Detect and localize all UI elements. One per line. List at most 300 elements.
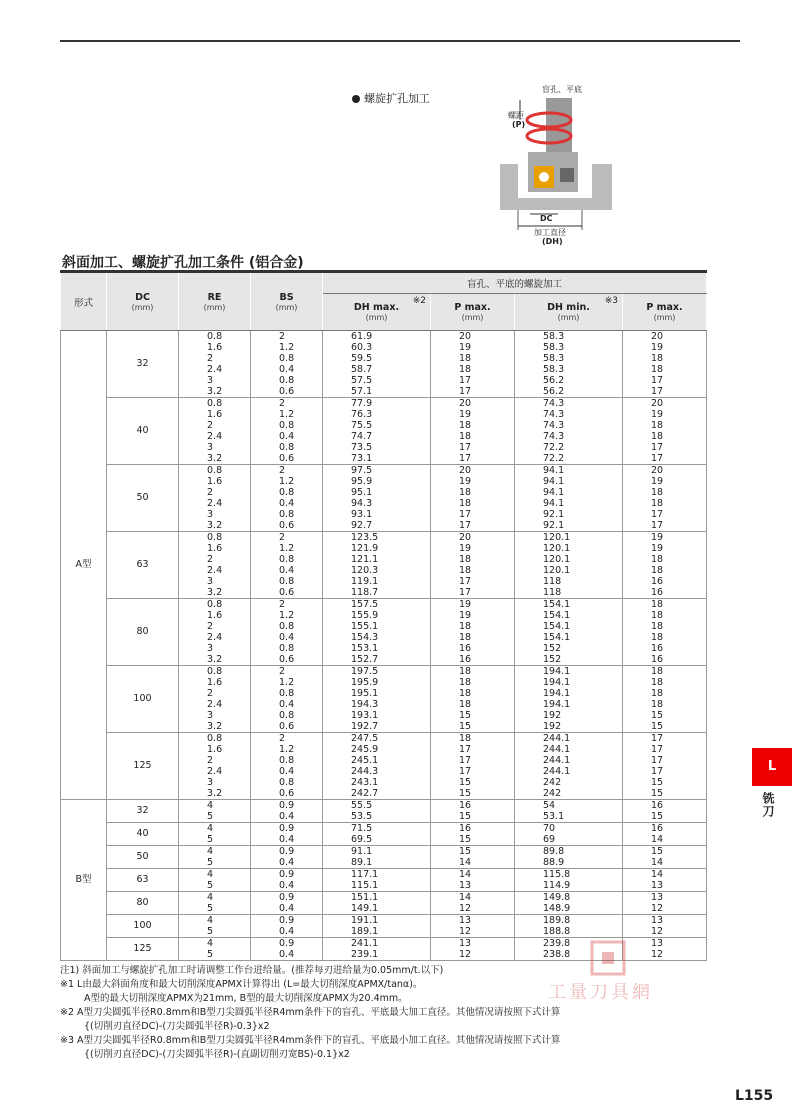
table-cell: 56.2	[515, 386, 623, 398]
table-cell: 0.4	[251, 766, 323, 777]
diagram-label-dh: (DH)	[542, 237, 563, 246]
bullet-label: 螺旋扩孔加工	[364, 92, 430, 105]
table-row	[61, 915, 707, 927]
table-cell: 55.5	[323, 800, 431, 812]
table-cell: 0.8	[251, 353, 323, 364]
table-row	[61, 869, 707, 881]
table-cell: 75.5	[323, 420, 431, 431]
table-cell: 0.8	[251, 621, 323, 632]
table-cell: 243.1	[323, 777, 431, 788]
table-cell: 17	[431, 587, 515, 599]
table-cell: 0.8	[179, 733, 251, 745]
table-cell: 0.4	[251, 880, 323, 892]
table-cell: 19	[431, 543, 515, 554]
dc-cell: 63	[107, 532, 179, 599]
table-cell: 57.1	[323, 386, 431, 398]
dc-cell: 100	[107, 915, 179, 938]
table-cell: 120.1	[515, 532, 623, 544]
table-cell: 0.4	[251, 926, 323, 938]
table-cell: 18	[431, 677, 515, 688]
col-header-p-max-2: P max. (mm)	[623, 294, 707, 331]
table-row	[61, 823, 707, 835]
table-cell: 19	[623, 543, 707, 554]
table-cell: 154.3	[323, 632, 431, 643]
table-cell: 3	[179, 643, 251, 654]
table-cell: 14	[623, 834, 707, 846]
table-cell: 123.5	[323, 532, 431, 544]
table-cell: 14	[431, 857, 515, 869]
table-cell: 58.7	[323, 364, 431, 375]
table-cell: 94.1	[515, 476, 623, 487]
table-cell: 20	[431, 532, 515, 544]
table-cell: 191.1	[323, 915, 431, 927]
table-cell: 76.3	[323, 409, 431, 420]
table-cell: 193.1	[323, 710, 431, 721]
table-cell: 18	[431, 666, 515, 678]
table-cell: 0.8	[179, 331, 251, 343]
table-cell: 0.6	[251, 654, 323, 666]
table-cell: 239.1	[323, 949, 431, 961]
table-cell: 74.3	[515, 398, 623, 410]
table-cell: 18	[623, 599, 707, 611]
table-cell: 20	[431, 398, 515, 410]
table-cell: 14	[623, 869, 707, 881]
table-cell: 14	[623, 857, 707, 869]
table-cell: 3.2	[179, 453, 251, 465]
footnote-ref-1-detail: A型的最大切削深度APMX为21mm, B型的最大切削深度APMX为20.4mm。	[84, 993, 408, 1004]
table-cell: 0.6	[251, 453, 323, 465]
table-cell: 2.4	[179, 766, 251, 777]
table-cell: 18	[431, 364, 515, 375]
table-cell: 5	[179, 926, 251, 938]
table-cell: 14	[431, 892, 515, 904]
table-cell: 2	[251, 599, 323, 611]
table-cell: 0.8	[251, 420, 323, 431]
table-cell: 1.2	[251, 543, 323, 554]
table-cell: 0.8	[179, 532, 251, 544]
table-cell: 15	[623, 710, 707, 721]
table-cell: 18	[623, 554, 707, 565]
table-cell: 244.1	[515, 755, 623, 766]
table-cell: 5	[179, 903, 251, 915]
table-cell: 95.9	[323, 476, 431, 487]
table-cell: 72.2	[515, 442, 623, 453]
table-cell: 3	[179, 375, 251, 386]
table-cell: 61.9	[323, 331, 431, 343]
table-cell: 58.3	[515, 331, 623, 343]
section-title: 斜面加工、螺旋扩孔加工条件 (铝合金)	[62, 255, 304, 271]
table-cell: 16	[623, 576, 707, 587]
table-cell: 18	[431, 699, 515, 710]
table-cell: 120.1	[515, 554, 623, 565]
footnote-ref-3-formula: {(切削刃直径DC)-(刀尖圆弧半径R)-(直副切削刃宽BS)-0.1}x2	[84, 1049, 350, 1060]
table-cell: 192	[515, 710, 623, 721]
dc-cell: 32	[107, 331, 179, 398]
table-cell: 15	[431, 710, 515, 721]
table-cell: 155.9	[323, 610, 431, 621]
table-cell: 17	[431, 375, 515, 386]
table-cell: 121.1	[323, 554, 431, 565]
table-cell: 120.1	[515, 565, 623, 576]
table-cell: 20	[431, 465, 515, 477]
table-cell: 16	[623, 823, 707, 835]
table-cell: 17	[431, 576, 515, 587]
tool-diagram-icon	[494, 80, 624, 250]
table-cell: 0.9	[251, 938, 323, 950]
table-cell: 1.6	[179, 409, 251, 420]
table-cell: 74.3	[515, 431, 623, 442]
table-cell: 18	[623, 610, 707, 621]
table-cell: 118	[515, 576, 623, 587]
table-cell: 18	[431, 498, 515, 509]
col-header-dc: DC (mm)	[107, 272, 179, 331]
table-cell: 72.2	[515, 453, 623, 465]
col-header-p-max: P max. (mm)	[431, 294, 515, 331]
table-cell: 192.7	[323, 721, 431, 733]
table-cell: 74.3	[515, 409, 623, 420]
table-cell: 2.4	[179, 699, 251, 710]
table-cell: 18	[623, 565, 707, 576]
table-cell: 3	[179, 442, 251, 453]
table-cell: 19	[623, 532, 707, 544]
table-row	[61, 398, 707, 410]
table-cell: 2	[179, 688, 251, 699]
table-cell: 153.1	[323, 643, 431, 654]
table-cell: 242	[515, 777, 623, 788]
table-cell: 54	[515, 800, 623, 812]
table-cell: 17	[623, 744, 707, 755]
table-cell: 0.4	[251, 565, 323, 576]
table-cell: 73.1	[323, 453, 431, 465]
table-cell: 148.9	[515, 903, 623, 915]
chapter-tab[interactable]: L	[752, 748, 792, 786]
dc-cell: 63	[107, 869, 179, 892]
table-cell: 15	[431, 777, 515, 788]
table-cell: 0.9	[251, 915, 323, 927]
table-cell: 0.4	[251, 632, 323, 643]
table-cell: 57.5	[323, 375, 431, 386]
table-cell: 18	[431, 733, 515, 745]
table-cell: 13	[623, 880, 707, 892]
table-cell: 18	[431, 420, 515, 431]
table-cell: 58.3	[515, 353, 623, 364]
table-cell: 69.5	[323, 834, 431, 846]
table-cell: 15	[623, 811, 707, 823]
table-cell: 18	[623, 431, 707, 442]
table-cell: 5	[179, 811, 251, 823]
table-cell: 152.7	[323, 654, 431, 666]
table-cell: 74.3	[515, 420, 623, 431]
table-cell: 17	[623, 520, 707, 532]
table-cell: 247.5	[323, 733, 431, 745]
table-cell: 16	[623, 654, 707, 666]
table-cell: 12	[623, 926, 707, 938]
helical-boring-diagram	[494, 80, 624, 250]
table-cell: 157.5	[323, 599, 431, 611]
table-cell: 58.3	[515, 364, 623, 375]
table-cell: 118.7	[323, 587, 431, 599]
table-cell: 120.3	[323, 565, 431, 576]
diagram-label-pitch: 螺距	[508, 111, 524, 120]
table-cell: 197.5	[323, 666, 431, 678]
table-cell: 3	[179, 576, 251, 587]
table-cell: 93.1	[323, 509, 431, 520]
table-cell: 0.9	[251, 892, 323, 904]
table-cell: 154.1	[515, 599, 623, 611]
table-cell: 0.8	[251, 442, 323, 453]
dc-cell: 40	[107, 398, 179, 465]
table-cell: 0.8	[179, 398, 251, 410]
table-cell: 18	[431, 565, 515, 576]
table-cell: 1.6	[179, 476, 251, 487]
table-cell: 1.2	[251, 610, 323, 621]
table-cell: 0.9	[251, 869, 323, 881]
table-cell: 244.3	[323, 766, 431, 777]
table-cell: 17	[431, 442, 515, 453]
table-cell: 19	[623, 409, 707, 420]
table-cell: 239.8	[515, 938, 623, 950]
table-cell: 18	[623, 364, 707, 375]
table-cell: 0.6	[251, 520, 323, 532]
dc-cell: 100	[107, 666, 179, 733]
table-cell: 5	[179, 880, 251, 892]
table-cell: 91.1	[323, 846, 431, 858]
table-cell: 1.2	[251, 677, 323, 688]
table-cell: 0.4	[251, 498, 323, 509]
table-cell: 94.1	[515, 498, 623, 509]
table-row	[61, 331, 707, 343]
table-cell: 121.9	[323, 543, 431, 554]
table-cell: 2	[251, 532, 323, 544]
watermark-text: 工量刀具網	[548, 982, 653, 1003]
table-cell: 18	[623, 420, 707, 431]
table-cell: 194.3	[323, 699, 431, 710]
table-cell: 3.2	[179, 654, 251, 666]
table-cell: 2.4	[179, 364, 251, 375]
table-row	[61, 892, 707, 904]
table-cell: 0.4	[251, 431, 323, 442]
table-cell: 92.1	[515, 509, 623, 520]
dc-cell: 40	[107, 823, 179, 846]
table-cell: 19	[623, 476, 707, 487]
table-cell: 16	[623, 643, 707, 654]
table-cell: 12	[623, 949, 707, 961]
table-cell: 58.3	[515, 342, 623, 353]
table-cell: 94.1	[515, 487, 623, 498]
table-cell: 154.1	[515, 610, 623, 621]
table-cell: 19	[431, 342, 515, 353]
table-cell: 17	[431, 453, 515, 465]
table-cell: 18	[431, 688, 515, 699]
table-cell: 89.1	[323, 857, 431, 869]
table-cell: 17	[623, 453, 707, 465]
form-cell: A型	[61, 331, 107, 800]
footnote-ref-1: ※1 L由最大斜面角度和最大切削深度APMX计算得出 (L=最大切削深度APMX/tanα)。	[60, 979, 423, 990]
table-cell: 118	[515, 587, 623, 599]
table-cell: 17	[431, 744, 515, 755]
table-cell: 12	[623, 903, 707, 915]
table-cell: 0.8	[179, 465, 251, 477]
table-cell: 13	[431, 915, 515, 927]
table-cell: 16	[431, 800, 515, 812]
table-cell: 3	[179, 710, 251, 721]
table-cell: 3.2	[179, 788, 251, 800]
table-cell: 2	[251, 465, 323, 477]
table-cell: 13	[431, 938, 515, 950]
table-cell: 53.1	[515, 811, 623, 823]
table-cell: 2	[251, 331, 323, 343]
col-header-bs: BS (mm)	[251, 272, 323, 331]
table-cell: 2.4	[179, 431, 251, 442]
table-cell: 17	[623, 509, 707, 520]
diagram-label-machining-diameter: 加工直径	[534, 228, 566, 237]
table-cell: 242.7	[323, 788, 431, 800]
table-cell: 1.6	[179, 744, 251, 755]
table-cell: 194.1	[515, 677, 623, 688]
table-cell: 195.9	[323, 677, 431, 688]
table-cell: 18	[431, 632, 515, 643]
table-cell: 1.6	[179, 342, 251, 353]
table-cell: 18	[431, 431, 515, 442]
table-cell: 1.6	[179, 677, 251, 688]
table-cell: 2.4	[179, 632, 251, 643]
table-cell: 16	[431, 823, 515, 835]
table-cell: 241.1	[323, 938, 431, 950]
table-cell: 2	[179, 755, 251, 766]
table-cell: 4	[179, 915, 251, 927]
table-cell: 1.2	[251, 744, 323, 755]
table-cell: 244.1	[515, 733, 623, 745]
table-cell: 15	[623, 846, 707, 858]
table-cell: 0.4	[251, 834, 323, 846]
table-cell: 0.8	[251, 487, 323, 498]
section-bullet	[352, 90, 430, 106]
table-cell: 5	[179, 949, 251, 961]
table-cell: 151.1	[323, 892, 431, 904]
footnote-ref-3: ※3 A型刀尖圆弧半径R0.8mm和B型刀尖圆弧半径R4mm条件下的盲孔、平底最小加工直径。其他情况请按照下式计算	[60, 1035, 561, 1046]
table-row	[61, 465, 707, 477]
table-cell: 16	[431, 643, 515, 654]
table-cell: 0.8	[251, 554, 323, 565]
table-cell: 20	[431, 331, 515, 343]
table-cell: 19	[431, 476, 515, 487]
table-row	[61, 733, 707, 745]
table-cell: 0.6	[251, 587, 323, 599]
table-cell: 97.5	[323, 465, 431, 477]
table-cell: 0.8	[251, 576, 323, 587]
table-cell: 4	[179, 869, 251, 881]
table-cell: 189.8	[515, 915, 623, 927]
table-cell: 155.1	[323, 621, 431, 632]
table-cell: 0.6	[251, 721, 323, 733]
diagram-label-pitch-symbol: (P)	[512, 120, 526, 129]
table-cell: 69	[515, 834, 623, 846]
diagram-label-dc: DC	[540, 214, 553, 223]
table-cell: 18	[623, 621, 707, 632]
table-cell: 92.7	[323, 520, 431, 532]
table-cell: 1.6	[179, 543, 251, 554]
table-cell: 20	[623, 331, 707, 343]
dc-cell: 80	[107, 599, 179, 666]
table-cell: 3.2	[179, 587, 251, 599]
table-cell: 0.4	[251, 364, 323, 375]
table-cell: 70	[515, 823, 623, 835]
table-cell: 17	[623, 386, 707, 398]
table-cell: 0.4	[251, 811, 323, 823]
table-cell: 18	[431, 621, 515, 632]
table-cell: 17	[623, 442, 707, 453]
table-cell: 94.1	[515, 465, 623, 477]
table-cell: 14	[431, 869, 515, 881]
table-cell: 2	[251, 398, 323, 410]
table-cell: 0.4	[251, 699, 323, 710]
table-cell: 245.9	[323, 744, 431, 755]
table-cell: 195.1	[323, 688, 431, 699]
table-cell: 0.8	[251, 710, 323, 721]
table-cell: 115.1	[323, 880, 431, 892]
table-cell: 17	[623, 375, 707, 386]
diagram-label-blind-hole: 盲孔、平底	[542, 85, 582, 94]
table-cell: 3.2	[179, 721, 251, 733]
table-cell: 0.6	[251, 386, 323, 398]
table-cell: 16	[623, 800, 707, 812]
footnote-ref-2: ※2 A型刀尖圆弧半径R0.8mm和B型刀尖圆弧半径R4mm条件下的盲孔、平底最大加工直径。其他情况请按照下式计算	[60, 1007, 561, 1018]
table-cell: 18	[623, 666, 707, 678]
dc-cell: 50	[107, 846, 179, 869]
table-cell: 17	[431, 520, 515, 532]
table-cell: 18	[623, 632, 707, 643]
form-cell: B型	[61, 800, 107, 961]
table-cell: 3.2	[179, 386, 251, 398]
table-cell: 3	[179, 509, 251, 520]
table-cell: 95.1	[323, 487, 431, 498]
table-cell: 56.2	[515, 375, 623, 386]
table-cell: 244.1	[515, 766, 623, 777]
table-cell: 18	[623, 498, 707, 509]
table-row	[61, 666, 707, 678]
table-cell: 53.5	[323, 811, 431, 823]
chapter-label: 铣刀	[761, 792, 775, 818]
table-cell: 192	[515, 721, 623, 733]
table-cell: 0.8	[251, 509, 323, 520]
table-cell: 15	[431, 846, 515, 858]
table-cell: 13	[623, 892, 707, 904]
table-cell: 15	[431, 811, 515, 823]
table-cell: 17	[431, 509, 515, 520]
table-cell: 17	[623, 755, 707, 766]
table-cell: 18	[623, 487, 707, 498]
table-cell: 15	[623, 788, 707, 800]
table-cell: 242	[515, 788, 623, 800]
table-cell: 152	[515, 654, 623, 666]
table-cell: 13	[431, 880, 515, 892]
table-cell: 0.8	[251, 375, 323, 386]
table-cell: 2	[179, 420, 251, 431]
table-cell: 18	[431, 554, 515, 565]
table-cell: 5	[179, 857, 251, 869]
table-cell: 20	[623, 398, 707, 410]
table-row	[61, 599, 707, 611]
table-cell: 19	[623, 342, 707, 353]
table-cell: 0.4	[251, 857, 323, 869]
dc-cell: 125	[107, 733, 179, 800]
table-cell: 15	[431, 834, 515, 846]
table-cell: 18	[623, 699, 707, 710]
table-cell: 238.8	[515, 949, 623, 961]
table-cell: 149.1	[323, 903, 431, 915]
footnote-1: 注1) 斜面加工与螺旋扩孔加工时请调整工作台进给量。(推荐每刃进给量为0.05mm/t.以下)	[60, 965, 444, 976]
table-cell: 77.9	[323, 398, 431, 410]
